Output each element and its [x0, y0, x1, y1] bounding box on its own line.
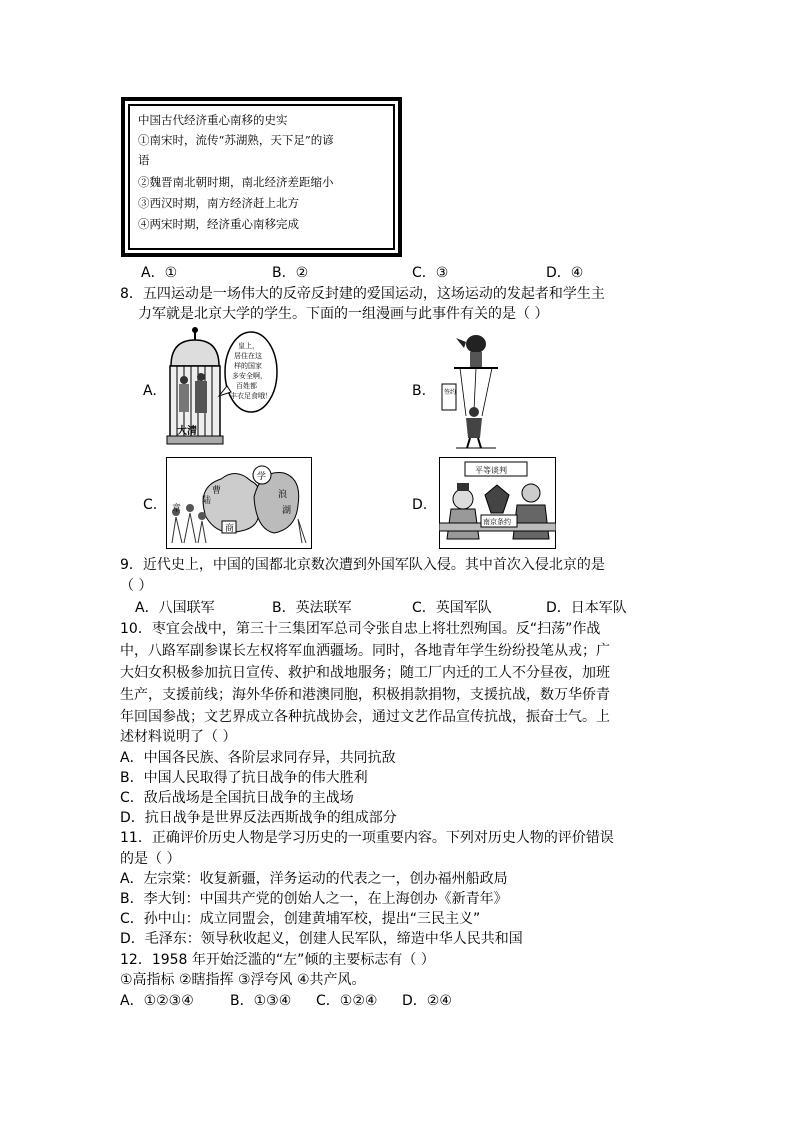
q9-stem-line-1: 9．近代史上，中国的国都北京数次遭到外国军队入侵。其中首次入侵北京的是 [120, 557, 605, 573]
q9-stem-line-2: （ ） [120, 578, 153, 594]
material-item-1-cont: 语 [138, 153, 150, 167]
cartoon-c-crowd [166, 457, 312, 549]
material-box-title: 中国古代经济重心南移的史实 [138, 113, 288, 127]
cartoon-d-paper-text: 南京条约 [483, 518, 511, 526]
q7-option-b: B．② [272, 265, 309, 281]
q11-stem-line-2: 的是（ ） [120, 851, 181, 867]
q10-stem-line-3: 大妇女积极参加抗日宣传、救护和战地服务；随工厂内迁的工人不分昼夜，加班 [120, 665, 610, 681]
q12-stem-line-1: 12．1958 年开始泛滥的“左”倾的主要标志有（ ） [120, 952, 435, 968]
q7-option-a: A．① [141, 265, 178, 281]
cartoon-d-banner-text: 平等谈判 [475, 466, 507, 475]
q8-label-b: B. [412, 383, 427, 399]
q10-stem-line-5: 年回国参战；文艺界成立各种抗战协会，通过文艺作品宣传抗战，振奋士气。上 [120, 709, 610, 725]
q9-option-c: C．英国军队 [412, 600, 492, 616]
q12-option-c: C．①②④ [316, 993, 378, 1009]
q8-label-c: C. [143, 497, 158, 513]
material-item-3: ③西汉时期，南方经济赶上北方 [138, 196, 299, 210]
cartoon-c-label-student: 学 [257, 472, 267, 482]
cartoon-c-label-lang: 浪 [278, 490, 288, 500]
q8-stem-line-2: 力军就是北京大学的学生。下面的一组漫画与此事件有关的是（ ） [138, 306, 549, 322]
q10-stem-line-4: 生产，支援前线；海外华侨和港澳同胞，积极捐款捐物，支援抗战，数万华侨青 [120, 687, 610, 703]
q10-stem-line-2: 中，八路军副参谋长左权将军血洒疆场。同时，各地青年学生纷纷投笔从戎；广 [120, 643, 610, 659]
cartoon-c-label-zhang: 章 [172, 504, 182, 514]
q12-stem-line-2: ①高指标 ②瞎指挥 ③浮夸风 ④共产风。 [120, 972, 366, 988]
q7-option-c: C．③ [412, 265, 449, 281]
cartoon-a-bubble-line-1: 皇上， [238, 342, 259, 350]
material-item-4: ④两宋时期，经济重心南移完成 [138, 217, 299, 231]
material-item-1: ①南宋时，流传“苏湖熟，天下足”的谚 [138, 133, 334, 147]
cartoon-a-bubble-line-2: 居住在这 [234, 352, 262, 360]
q10-option-b: B．中国人民取得了抗日战争的伟大胜利 [120, 770, 368, 786]
q9-option-b: B．英法联军 [272, 600, 352, 616]
cartoon-c-label-lu: 陆 [202, 496, 212, 506]
cartoon-a-bubble-line-3: 样的国家 [234, 362, 262, 370]
q12-option-b: B．①③④ [230, 993, 292, 1009]
cartoon-a-bubble-line-4: 多安全啊， [232, 372, 267, 380]
q11-option-c: C．孙中山：成立同盟会，创建黄埔军校，提出“三民主义” [120, 911, 481, 927]
q8-label-a: A. [143, 383, 157, 399]
q8-stem-line-1: 8．五四运动是一场伟大的反帝反封建的爱国运动，这场运动的发起者和学生主 [120, 286, 605, 302]
cartoon-a-bubble-line-5: 百姓都 [236, 382, 257, 390]
q11-option-b: B．李大钊：中国共产党的创始人之一，在上海创办《新青年》 [120, 891, 508, 907]
cartoon-c-label-cao: 曹 [212, 486, 222, 496]
q10-option-c: C．敌后战场是全国抗日战争的主战场 [120, 790, 354, 806]
q11-option-d: D．毛泽东：领导秋收起义，创建人民军队，缔造中华人民共和国 [120, 931, 523, 947]
cartoon-a-bubble-line-6: 丰衣足食哦！ [230, 392, 272, 400]
q9-option-d: D．日本军队 [546, 600, 627, 616]
cartoon-c-label-hu: 湖 [282, 506, 292, 516]
q10-option-a: A．中国各民族、各阶层求同存异，共同抗敌 [120, 750, 396, 766]
q12-option-d: D．②④ [402, 993, 452, 1009]
q10-option-d: D．抗日战争是世界反法西斯战争的组成部分 [120, 810, 397, 826]
q9-option-a: A．八国联军 [135, 600, 215, 616]
cartoon-c-label-shang: 商 [225, 524, 235, 534]
q7-option-d: D．④ [546, 265, 584, 281]
cartoon-b-sign-text: 签约 [444, 389, 457, 396]
q10-stem-line-1: 10．枣宜会战中，第三十三集团军总司令张自忠上将壮烈殉国。反“扫荡”作战 [120, 621, 601, 637]
cartoon-a-cage-label: 大清 [177, 426, 197, 437]
q8-label-d: D. [412, 497, 428, 513]
q12-option-a: A．①②③④ [120, 993, 194, 1009]
q10-stem-line-6: 述材料说明了（ ） [120, 729, 237, 745]
material-item-2: ②魏晋南北朝时期，南北经济差距缩小 [138, 175, 334, 189]
q11-option-a: A．左宗棠：收复新疆，洋务运动的代表之一，创办福州船政局 [120, 871, 508, 887]
q11-stem-line-1: 11．正确评价历史人物是学习历史的一项重要内容。下列对历史人物的评价错误 [120, 830, 614, 846]
cartoon-a-birdcage [165, 326, 280, 451]
cartoon-d-negotiation [439, 457, 556, 549]
cartoon-b-puppet [436, 330, 504, 452]
